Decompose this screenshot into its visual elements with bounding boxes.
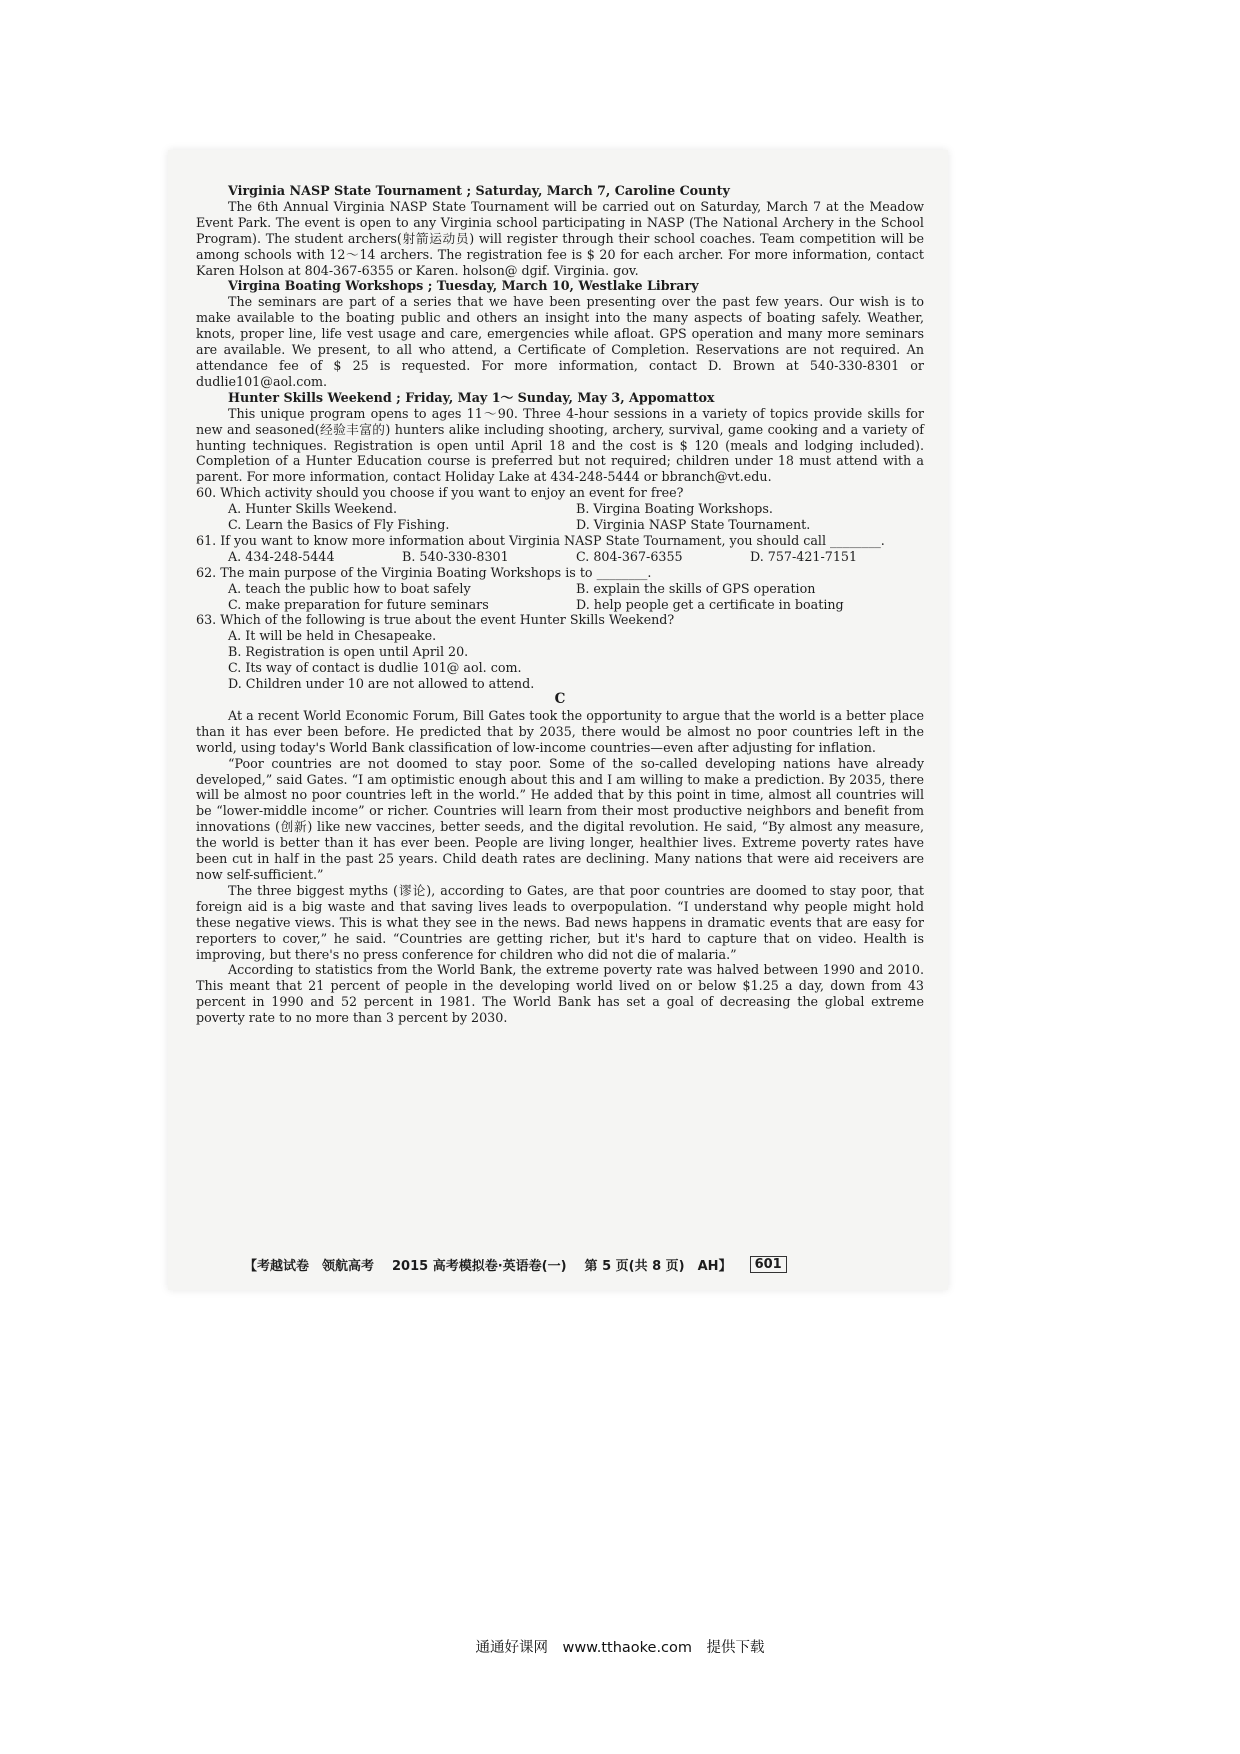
option-61a: A. 434-248-5444	[228, 548, 335, 564]
option-63a: A. It will be held in Chesapeake.	[228, 628, 437, 644]
event1-heading: Virginia NASP State Tournament ; Saturday, March 7, Caroline County	[228, 183, 730, 198]
event3-heading: Hunter Skills Weekend ; Friday, May 1～ Sunday, May 3, Appomattox	[228, 389, 715, 405]
event1-text: The 6th Annual Virginia NASP State Tournament will be carried out on Saturday, March 7 at the Meadow Event Park. The event is open to any Virginia school participating in NASP (The National Archery in the School Program). The student archers(射箭运动员) will register through their school coaches. Team competition will be among schools with 12～14 archers. The registration fee is $ 20 for each archer. For more information, contact Karen Holson at 804-367-6355 or Karen. holson@ dgif. Virginia. gov.	[196, 198, 924, 278]
question-61: 61. If you want to know more information about Virginia NASP State Tournament, you should call ________.	[196, 532, 885, 548]
passage-c-paragraph-2: “Poor countries are not doomed to stay poor. Some of the so-called developing nations have already developed,” said Gates. “I am optimistic enough about this and I am willing to make a prediction. By 2035, there will be almost no poor countries left in the world.” He added that by this point in time, almost all countries will be “lower-middle income” or richer. Countries will learn from their most productive neighbors and benefit from innovations (创新) like new vaccines, better seeds, and the digital revolution. He said, “By almost any measure, the world is better than it has ever been. People are living longer, healthier lives. Extreme poverty rates have been cut in half in the past 25 years. Child death rates are declining. Many nations that were aid receivers are now self-sufficient.”	[196, 755, 924, 882]
option-62c: C. make preparation for future seminars	[228, 596, 489, 612]
option-63c: C. Its way of contact is dudlie 101@ aol. com.	[228, 660, 522, 676]
passage-c-paragraph-4: According to statistics from the World Bank, the extreme poverty rate was halved between 1990 and 2010. This meant that 21 percent of people in the developing world lived on or below $1.25 a day, down from 43 percent in 1990 and 52 percent in 1981. The World Bank has set a goal of decreasing the global extreme poverty rate to no more than 3 percent by 2030.	[196, 962, 924, 1026]
event2-heading: Virgina Boating Workshops ; Tuesday, March 10, Westlake Library	[228, 278, 699, 294]
option-60d: D. Virginia NASP State Tournament.	[576, 517, 811, 533]
question-60-options-row2	[196, 517, 924, 533]
footer-brand: 【考越试卷 领航高考	[244, 1259, 375, 1274]
option-60b: B. Virgina Boating Workshops.	[576, 501, 773, 517]
footer-code: 601	[750, 1256, 787, 1273]
question-61-options	[196, 549, 924, 565]
question-62: 62. The main purpose of the Virginia Boating Workshops is to ________.	[196, 564, 652, 580]
exam-content	[196, 183, 924, 1026]
event3-text: This unique program opens to ages 11～90. Three 4-hour sessions in a variety of topics provide skills for new and seasoned(经验丰富的) hunters alike including shooting, archery, survival, game cooking and a variety of hunting techniques. Registration is open until April 18 and the cost is $ 120 (meals and lodging included). Completion of a Hunter Education course is preferred but not required; children under 18 must attend with a parent. For more information, contact Holiday Lake at 434-248-5444 or bbranch@vt.edu.	[196, 405, 924, 485]
option-60c: C. Learn the Basics of Fly Fishing.	[228, 517, 450, 533]
download-credit: 通通好课网 www.tthaoke.com 提供下载	[475, 1640, 765, 1656]
option-61c: C. 804-367-6355	[576, 548, 683, 564]
question-62-options-row2	[196, 597, 924, 613]
option-63b: B. Registration is open until April 20.	[228, 644, 469, 660]
option-61b: B. 540-330-8301	[402, 548, 509, 564]
footer-page: 第 5 页(共 8 页) AH】	[584, 1259, 732, 1274]
passage-c-paragraph-1: At a recent World Economic Forum, Bill Gates took the opportunity to argue that the world is a better place than it has ever been before. He predicted that by 2035, there would be almost no poor countries left in the world, using today's World Bank classification of low-income countries—even after adjusting for inflation.	[196, 707, 924, 755]
option-62b: B. explain the skills of GPS operation	[576, 580, 816, 596]
question-60: 60. Which activity should you choose if you want to enjoy an event for free?	[196, 485, 684, 501]
option-61d: D. 757-421-7151	[750, 548, 858, 564]
option-62d: D. help people get a certificate in boating	[576, 596, 844, 612]
event2-text: The seminars are part of a series that we have been presenting over the past few years. Our wish is to make available to the boating public and others an insight into the many aspects of boating safely. Weather, knots, proper line, life vest usage and care, emergencies while afloat. GPS operation and many more seminars are available. We present, to all who attend, a Certificate of Completion. Reservations are not required. An attendance fee of $ 25 is requested. For more information, contact D. Brown at 540-330-8301 or dudlie101@aol.com.	[196, 294, 924, 389]
question-62-options-row1	[196, 581, 924, 597]
option-60a: A. Hunter Skills Weekend.	[228, 501, 397, 517]
passage-c-paragraph-3: The three biggest myths (谬论), according to Gates, are that poor countries are doomed to stay poor, that foreign aid is a big waste and that saving lives leads to overpopulation. “I understand why people might hold these negative views. This is what they see in the news. Bad news happens in dramatic events that are easy for reporters to cover,” he said. “Countries are getting richer, but it's hard to capture that on video. Health is improving, but there's no press conference for children who did not die of malaria.”	[196, 882, 924, 962]
question-60-options-row1	[196, 501, 924, 517]
page-footer	[244, 1255, 924, 1274]
section-c-label: C	[554, 691, 566, 707]
footer-exam: 2015 高考模拟卷·英语卷(一)	[392, 1259, 567, 1274]
option-63d: D. Children under 10 are not allowed to attend.	[228, 676, 535, 692]
option-62a: A. teach the public how to boat safely	[228, 580, 471, 596]
question-63: 63. Which of the following is true about the event Hunter Skills Weekend?	[196, 612, 675, 628]
